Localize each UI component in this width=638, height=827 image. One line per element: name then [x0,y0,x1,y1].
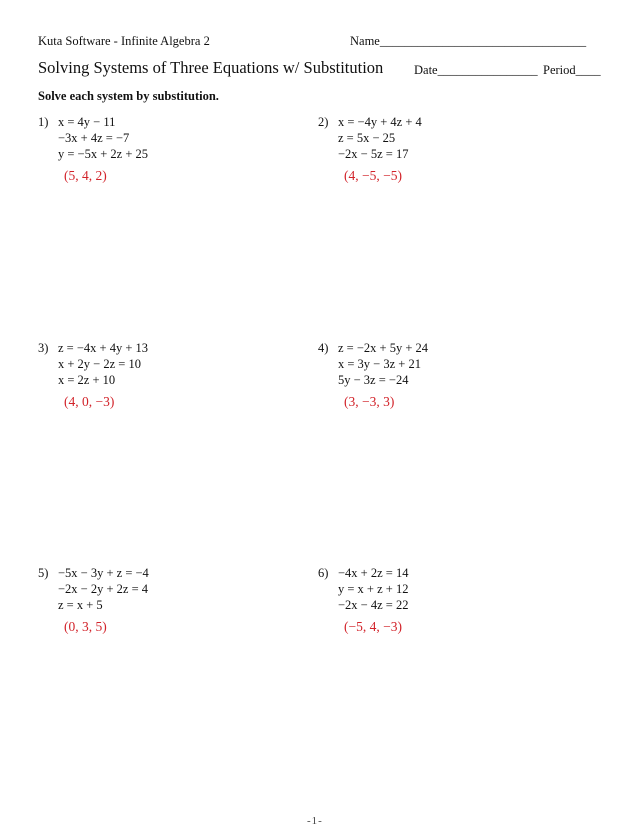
answer: (−5, 4, −3) [344,619,402,634]
answer: (3, −3, 3) [344,394,395,409]
equation: z = 5x − 25 [338,131,396,145]
equation: y = −5x + 2z + 25 [58,147,148,161]
equation: z = −2x + 5y + 24 [338,341,428,355]
equation: x = 3y − 3z + 21 [338,357,421,371]
equation: −4x + 2z = 14 [338,566,409,580]
problem-number: 6) [318,566,329,580]
equation: y = x + z + 12 [338,582,409,596]
equation: 5y − 3z = −24 [338,373,409,387]
answer: (4, −5, −5) [344,168,402,183]
equation: −2x − 5z = 17 [338,147,409,161]
answer: (4, 0, −3) [64,394,115,409]
equation: −3x + 4z = −7 [58,131,130,145]
period-field[interactable]: Period____ [543,63,601,77]
equation: −2x − 2y + 2z = 4 [58,582,148,596]
equation: x = 2z + 10 [58,373,116,387]
name-field[interactable]: Name_________________________________ [350,34,587,48]
answer: (5, 4, 2) [64,168,107,183]
equation: −5x − 3y + z = −4 [58,566,149,580]
problem-number: 5) [38,566,49,580]
date-field[interactable]: Date________________ [414,63,538,77]
page-title: Solving Systems of Three Equations w/ Substitution [38,58,384,77]
problem-number: 4) [318,341,329,355]
equation: z = x + 5 [58,598,103,612]
page-number: -1- [307,815,323,827]
problem-number: 2) [318,115,329,129]
instructions: Solve each system by substitution. [38,89,219,103]
equation: x = 4y − 11 [58,115,116,129]
answer: (0, 3, 5) [64,619,107,634]
equation: z = −4x + 4y + 13 [58,341,148,355]
equation: −2x − 4z = 22 [338,598,409,612]
software-label: Kuta Software - Infinite Algebra 2 [38,34,210,48]
equation: x = −4y + 4z + 4 [338,115,422,129]
problem-number: 1) [38,115,49,129]
problem-number: 3) [38,341,49,355]
equation: x + 2y − 2z = 10 [58,357,141,371]
